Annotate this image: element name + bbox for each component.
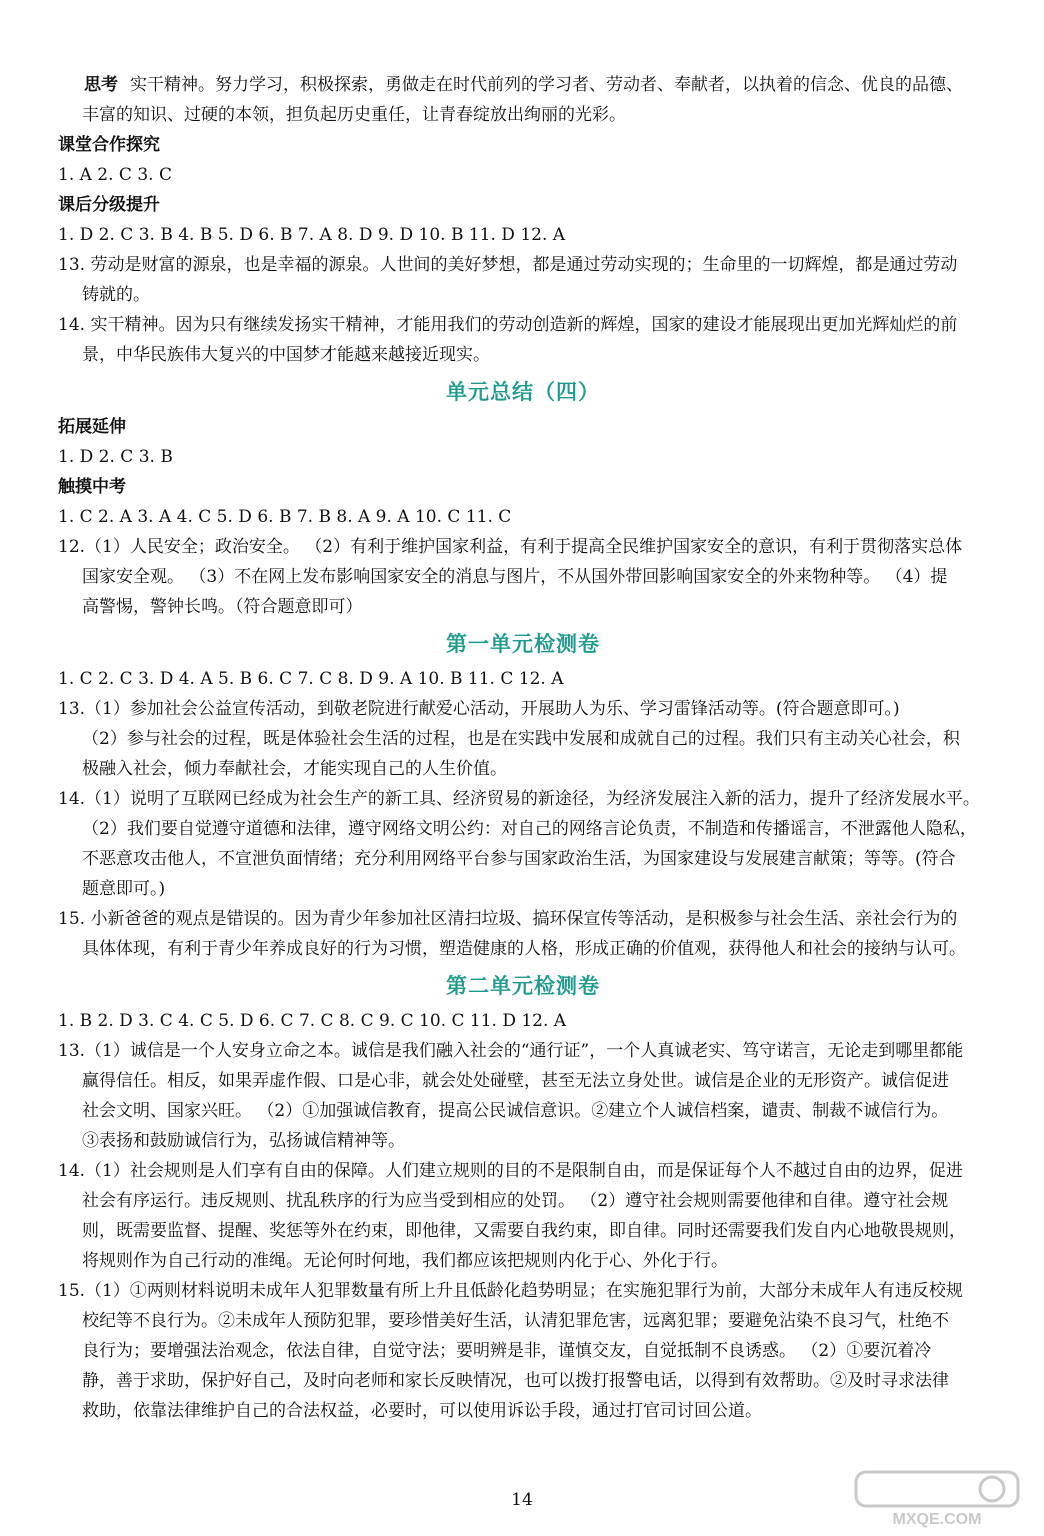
test2-q15-line-5: 救助，依靠法律维护自己的合法权益，必要时，可以使用诉讼手段，通过打官司讨回公道。 [82,1401,762,1421]
exam-answers: 1. C 2. A 3. A 4. C 5. D 6. B 7. B 8. A 9. A 10. C 11. C [58,507,512,527]
homework-q13-line-1: 13. 劳动是财富的源泉，也是幸福的源泉。人世间的美好梦想，都是通过劳动实现的；生命里的一切辉煌，都是通过劳动 [58,255,958,275]
test1-answers: 1. C 2. C 3. D 4. A 5. B 6. C 7. C 8. D 9. A 10. B 11. C 12. A [58,669,564,689]
title-unit-2-test: 第二单元检测卷 [446,973,600,998]
page-number: 14 [511,1490,533,1510]
think-line-2: 丰富的知识、过硬的本领，担负起历史重任，让青春绽放出绚丽的光彩。 [82,105,626,125]
title-unit-1-test: 第一单元检测卷 [446,631,600,656]
watermark-logo-icon [852,1468,1022,1528]
watermark-text: MXQE.COM [892,1511,982,1528]
test1-q13-line-2: （2）参与社会的过程，既是体验社会生活的过程，也是在实践中发展和成就自己的过程。我们只有主动关心社会，积 [82,729,960,749]
test2-q13-line-1: 13.（1）诚信是一个人安身立命之本。诚信是我们融入社会的“通行证”，一个人真诚老实、笃守诺言，无论走到哪里都能 [58,1041,964,1061]
test2-answers: 1. B 2. D 3. C 4. C 5. D 6. C 7. C 8. C 9. C 10. C 11. D 12. A [58,1011,567,1031]
test1-q14-line-2: （2）我们要自觉遵守道德和法律，遵守网络文明公约：对自己的网络言论负责，不制造和传播谣言，不泄露他人隐私， [82,819,977,839]
test1-q14-line-3: 不恶意攻击他人，不宣泄负面情绪；充分利用网络平台参与国家政治生活，为国家建设与发展建言献策；等等。(符合 [82,849,956,869]
test2-q15-line-2: 校纪等不良行为。②未成年人预防犯罪，要珍惜美好生活，认清犯罪危害，远离犯罪；要避免沾染不良习气，杜绝不 [82,1311,949,1331]
test2-q14-line-4: 将规则作为自己行动的准绳。无论何时何地，我们都应该把规则内化于心、外化于行。 [82,1251,728,1271]
section-heading-extension: 拓展延伸 [58,417,126,437]
test2-q14-line-2: 社会有序运行。违反规则、扰乱秩序的行为应当受到相应的处罚。 （2）遵守社会规则需要他律和自律。遵守社会规 [82,1191,949,1211]
test2-q13-line-4: ③表扬和鼓励诚信行为，弘扬诚信精神等。 [82,1131,405,1151]
homework-q14-line-1: 14. 实干精神。因为只有继续发扬实干精神，才能用我们的劳动创造新的辉煌，国家的建设才能展现出更加光辉灿烂的前 [58,315,958,335]
section-heading-homework: 课后分级提升 [58,195,160,215]
test1-q15-line-2: 具体体现，有利于青少年养成良好的行为习惯，塑造健康的人格，形成正确的价值观，获得他人和社会的接纳与认可。 [82,939,966,959]
test2-q13-line-3: 社会文明、国家兴旺。 （2）①加强诚信教育，提高公民诚信意识。②建立个人诚信档案，谴责、制裁不诚信行为。 [82,1101,949,1121]
classroom-answers: 1. A 2. C 3. C [58,165,172,185]
test1-q15-line-1: 15. 小新爸爸的观点是错误的。因为青少年参加社区清扫垃圾、搞环保宣传等活动，是积极参与社会生活、亲社会行为的 [58,909,958,929]
homework-q14-line-2: 景，中华民族伟大复兴的中国梦才能越来越接近现实。 [82,345,490,365]
test2-q15-line-1: 15.（1）①两则材料说明未成年人犯罪数量有所上升且低龄化趋势明显；在实施犯罪行为前，大部分未成年人有违反校规 [58,1281,963,1301]
answer-page [58,70,988,1426]
test1-q13-line-1: 13.（1）参加社会公益宣传活动，到敬老院进行献爱心活动，开展助人为乐、学习雷锋活动等。(符合题意即可。) [58,699,900,719]
test1-q13-line-3: 极融入社会，倾力奉献社会，才能实现自己的人生价值。 [82,759,507,779]
test2-q15-line-3: 良行为；要增强法治观念，依法自律，自觉守法；要明辨是非，谨慎交友，自觉抵制不良诱惑。 （2）①要沉着冷 [82,1341,932,1361]
exam-q12-line-3: 高警惕，警钟长鸣。（符合题意即可） [82,597,363,617]
section-heading-classroom: 课堂合作探究 [58,135,160,155]
title-unit-summary-4: 单元总结（四） [446,379,600,404]
think-label: 思考 [84,75,118,95]
test1-q14-line-4: 题意即可。) [82,879,166,899]
test1-q14-line-1: 14.（1）说明了互联网已经成为社会生产的新工具、经济贸易的新途径，为经济发展注入新的活力，提升了经济发展水平。 [58,789,980,809]
homework-q13-line-2: 铸就的。 [82,285,150,305]
homework-answers: 1. D 2. C 3. B 4. B 5. D 6. B 7. A 8. D 9. D 10. B 11. D 12. A [58,225,566,245]
test2-q15-line-4: 静，善于求助，保护好自己，及时向老师和家长反映情况，也可以拨打报警电话，以得到有效帮助。②及时寻求法律 [82,1371,949,1391]
extension-answers: 1. D 2. C 3. B [58,447,173,467]
test2-q14-line-3: 则，既需要监督、提醒、奖惩等外在约束，即他律，又需要自我约束，即自律。同时还需要我们发自内心地敬畏规则， [82,1221,966,1241]
section-heading-exam: 触摸中考 [58,477,126,497]
exam-q12-line-2: 国家安全观。 （3）不在网上发布影响国家安全的消息与图片，不从国外带回影响国家安全的外来物种等。 （4）提 [82,567,948,587]
test2-q13-line-2: 赢得信任。相反，如果弄虚作假、口是心非，就会处处碰壁，甚至无法立身处世。诚信是企业的无形资产。诚信促进 [82,1071,949,1091]
exam-q12-line-1: 12.（1）人民安全；政治安全。 （2）有利于维护国家利益，有利于提高全民维护国家安全的意识，有利于贯彻落实总体 [58,537,963,557]
think-line-1: 思考 实干精神。努力学习，积极探索，勇做走在时代前列的学习者、劳动者、奉献者，以执着的信念、优良的品德、 [84,75,963,95]
test2-q14-line-1: 14.（1）社会规则是人们享有自由的保障。人们建立规则的目的不是限制自由，而是保证每个人不越过自由的边界，促进 [58,1161,963,1181]
